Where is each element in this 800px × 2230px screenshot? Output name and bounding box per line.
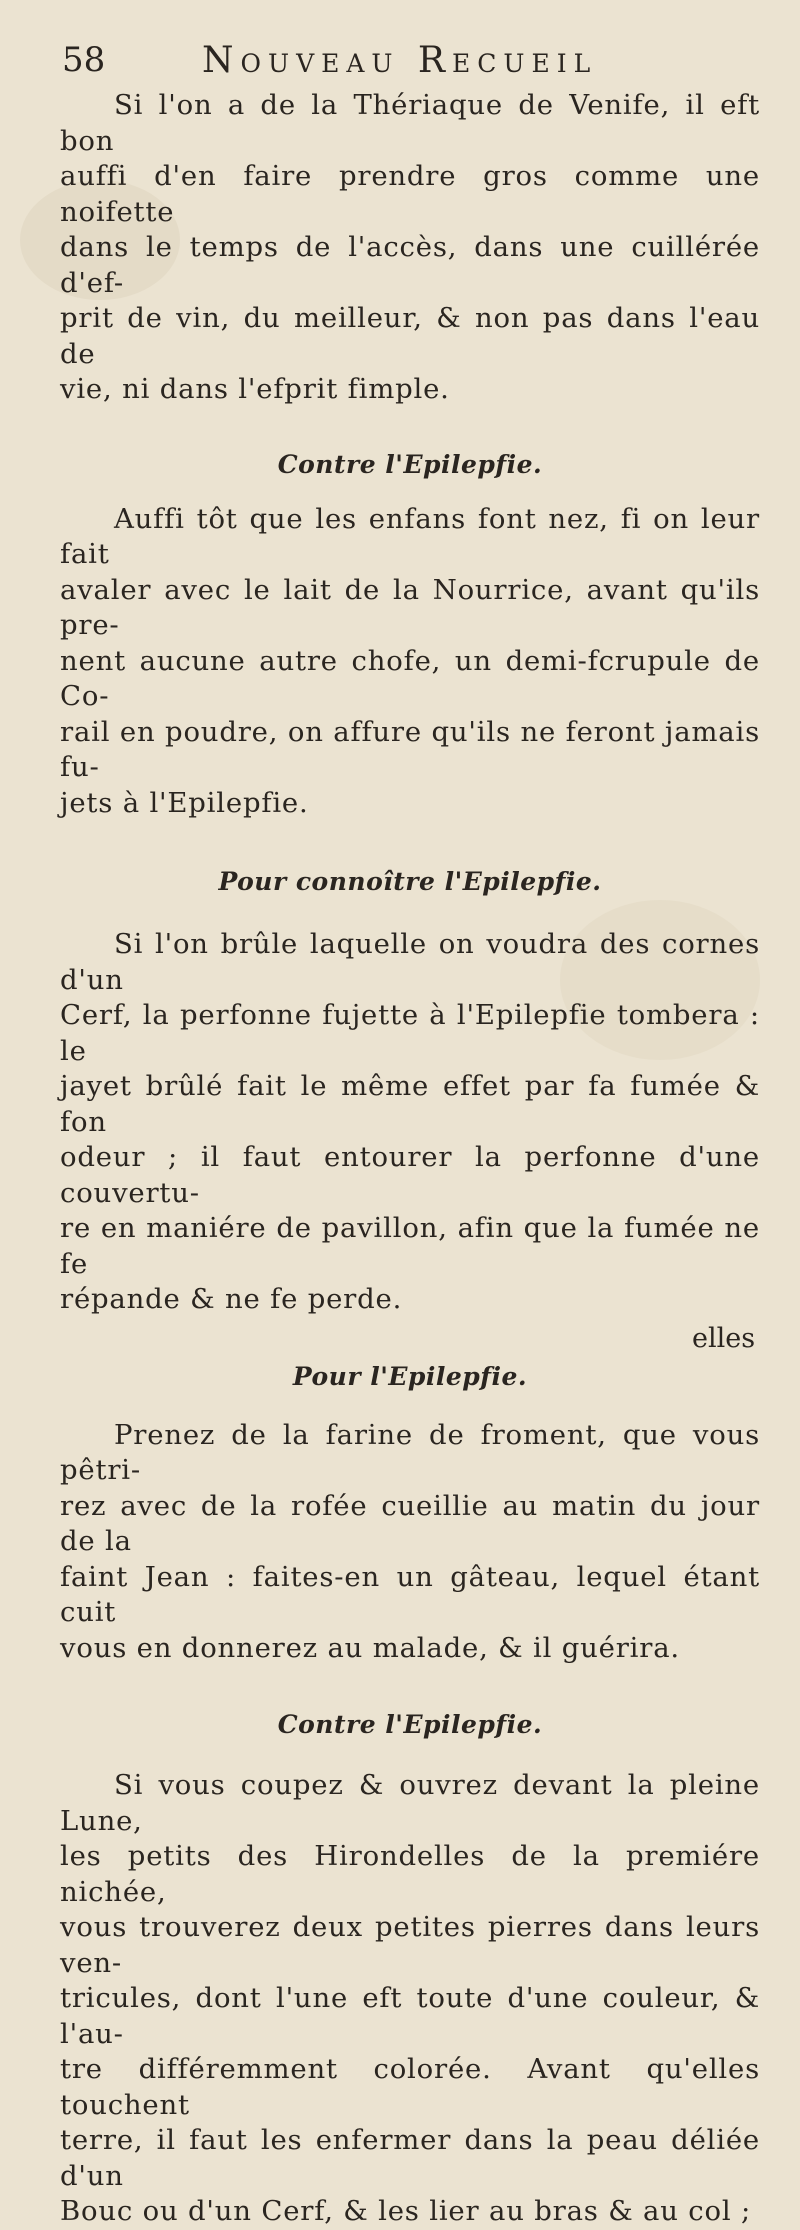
section-heading-contre-epilepsie: Contre l'Epilepfie. — [277, 449, 543, 479]
section-heading-contre-epilepsie-2: Contre l'Epilepfie. — [277, 1710, 543, 1739]
section-heading-pour-epilepsie: Pour l'Epilepfie. — [292, 1361, 528, 1391]
paragraph-cornes-de-cerf: Si l'on brûle laquelle on voudra des cornes d'un Cerf, la perfonne fujette à l'Epilepfie tombera : le jayet brûlé fait le même effet par fa fumée & fon odeur ; il faut entourer la perfonne d'une couvertu- re en maniére de pavillon, afin que la fumée ne fe répande & ne fe perde. — [60, 928, 760, 1315]
page-body — [60, 88, 760, 2230]
running-title: Nouveau Recueil — [202, 40, 598, 81]
paragraph-gateau-froment: Prenez de la farine de froment, que vous pêtri- rez avec de la rofée cueillie au matin du jour de la faint Jean : faites-en un gâteau, lequel étant cuit vous en donnerez au malade, & il guérira. — [60, 1418, 760, 1664]
page-header — [62, 40, 702, 90]
catchword: elles — [692, 1323, 756, 1354]
paragraph-hirondelles: Si vous coupez & ouvrez devant la pleine Lune, les petits des Hirondelles de la premiére nichée, vous trouverez deux petites pierres dans leurs ven- tricules, dont l'une eft toute d'une couleur, & l'au- tre différemment colorée. Avant qu'elles touchent terre, il faut les enfermer dans la peau déliée d'un Bouc ou d'un Cerf, & les lier au bras & au col ; — [60, 1769, 760, 2227]
page-number: 58 — [62, 40, 106, 80]
section-heading-pour-connoitre: Pour connoître l'Epilepfie. — [218, 867, 602, 896]
paragraph-corail: Auffi tôt que les enfans font nez, fi on leur fait avaler avec le lait de la Nourrice, avant qu'ils pre- nent aucune autre chofe, un demi-fcrupule de Co- rail en poudre, on affure qu'ils ne feront jamais fu- jets à l'Epilepfie. — [60, 502, 760, 819]
paragraph-theriaque: Si l'on a de la Thériaque de Venife, il eft bon auffi d'en faire prendre gros comme une noifette dans le temps de l'accès, dans une cuillérée d'ef- prit de vin, du meilleur, & non pas dans l'eau de vie, ni dans l'efprit fimple. — [60, 89, 760, 405]
